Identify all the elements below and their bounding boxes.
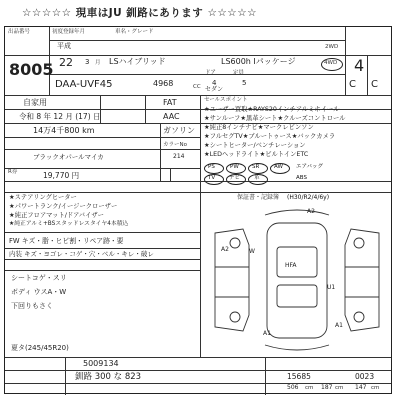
mark-hfa: HFA (285, 262, 297, 269)
mark-a1b: A1 (335, 322, 343, 329)
mark-a2-left: A2 (221, 246, 229, 253)
model-label: 車名・グレード (115, 29, 154, 35)
equip-label: SR (252, 164, 260, 170)
sales-point: ★ユーザー買取★RAYS20インチアルミホイール (204, 106, 340, 113)
sales-point: ★フルセグTV★ブルートゥース★バックカメラ (204, 133, 336, 140)
equipment-row (204, 163, 390, 187)
inspection-value: 令和 8 年 12 月 (17) 日 (19, 112, 101, 121)
cc-unit: CC (193, 84, 201, 90)
exterior-value: C (371, 79, 378, 90)
doors-label: ドア (205, 70, 216, 76)
sales-point: ★サンルーフ★黒革シート★クルーズコントロール (204, 115, 346, 122)
body-value: セダン (205, 86, 224, 93)
warranty-value: (H30/R2/4/6y) (287, 194, 330, 201)
auction-sheet (4, 26, 392, 394)
cc-value: 4968 (153, 79, 174, 88)
footer-length-unit: cm (305, 385, 314, 391)
first-reg-month-unit: 月 (95, 60, 101, 66)
color-code-value: 214 (173, 153, 185, 160)
mark-w: W (249, 248, 255, 255)
model-grade: LS600h Iパッケージ (221, 57, 296, 66)
header-banner: ☆☆☆☆☆ 現車はJU 釧路にあります ☆☆☆☆☆ (22, 7, 258, 19)
transmission-value: FAT (163, 98, 177, 107)
equip-label: ABS (296, 175, 307, 181)
sales-point: ★純正8インチナビ★マークレビンソン (204, 124, 314, 131)
checklist-row-fw: FW キズ・脂・ヒビ割・リペア跡・要 (9, 237, 124, 245)
recycle-value: 19,770 円 (43, 171, 80, 180)
tire-note: 夏タ(245/45R20) (11, 344, 69, 352)
equip-label: 革 (254, 175, 260, 181)
model-name: LSハイブリッド (109, 57, 166, 66)
lot-number: 8005 (9, 60, 54, 79)
drive-2wd: 2WD (325, 44, 339, 50)
first-reg-era: 平成 (57, 42, 71, 50)
equip-label: エアバッグ (296, 164, 324, 170)
hand-note: ボディ ウスA・W (11, 288, 67, 296)
interior-value: C (349, 79, 356, 90)
footer-code1: 15685 (287, 372, 311, 381)
mark-u1: U1 (327, 284, 336, 291)
note-item: ★純正アルミ+BSスタッドレスタイヤ4本積込 (9, 221, 129, 227)
model-code: DAA-UVF45 (55, 79, 113, 90)
note-item: ★ステアリングヒーター (9, 194, 77, 201)
seats-value: 5 (242, 79, 247, 87)
equip-label: TV (208, 175, 216, 181)
ac-value: AAC (163, 112, 180, 121)
equip-label: PS (208, 164, 215, 170)
hand-note: 下回りもさく (11, 302, 53, 310)
first-reg-year: 22 (59, 56, 73, 69)
fuel-value: ガソリン (163, 126, 195, 135)
recycle-label: R券 (8, 169, 18, 175)
frame-number: 5009134 (83, 359, 119, 368)
lot-label: 出品番号 (8, 29, 31, 35)
car-damage-diagram (205, 205, 389, 355)
footer-height-unit: cm (371, 385, 380, 391)
footer-width: 187 (321, 384, 333, 391)
sales-points-label: セールスポイント (204, 97, 248, 103)
first-reg-month: 3 (85, 58, 90, 66)
warranty-label: 保証書・記録簿 (237, 194, 280, 201)
seats-label: 定員 (233, 70, 245, 76)
equip-label: ナビ (229, 175, 241, 181)
checklist-row-interior: 内装 キズ・ヨゴレ・コゲ・穴・ベル・キレ・破レ (9, 250, 154, 258)
sales-point: ★LEDヘッドライト★ビルトインETC (204, 151, 309, 158)
first-reg-label: 初度登録年月 (52, 29, 86, 35)
hand-note: シートコゲ・スリ (11, 274, 67, 282)
drive-4wd: 4WD (324, 60, 338, 66)
note-item: ★純正フロアマット/ドアバイザー (9, 212, 104, 219)
equip-label: PW (230, 164, 239, 170)
note-item: ★パワートランク/イージークローザー (9, 203, 118, 210)
sales-point: ★シートヒーター/ベンチレーション (204, 142, 306, 149)
doors-value: 4 (212, 79, 217, 87)
color-code-label: カラーNo (163, 142, 187, 148)
footer-code2: 0023 (355, 372, 375, 381)
mark-a1: A1 (263, 330, 271, 337)
footer-height: 147 (355, 384, 367, 391)
use-label: 自家用 (23, 98, 47, 107)
equip-label: AW (274, 164, 283, 170)
footer-length: 506 (287, 384, 299, 391)
color-value: ブラックオパールマイカ (33, 153, 104, 161)
footer-width-unit: cm (335, 385, 344, 391)
plate-number: 釧路 300 な 823 (75, 372, 142, 382)
mark-a2-top: A2 (307, 208, 315, 215)
mileage-value: 14万4千800 km (33, 126, 95, 135)
score-value: 4 (354, 56, 365, 75)
